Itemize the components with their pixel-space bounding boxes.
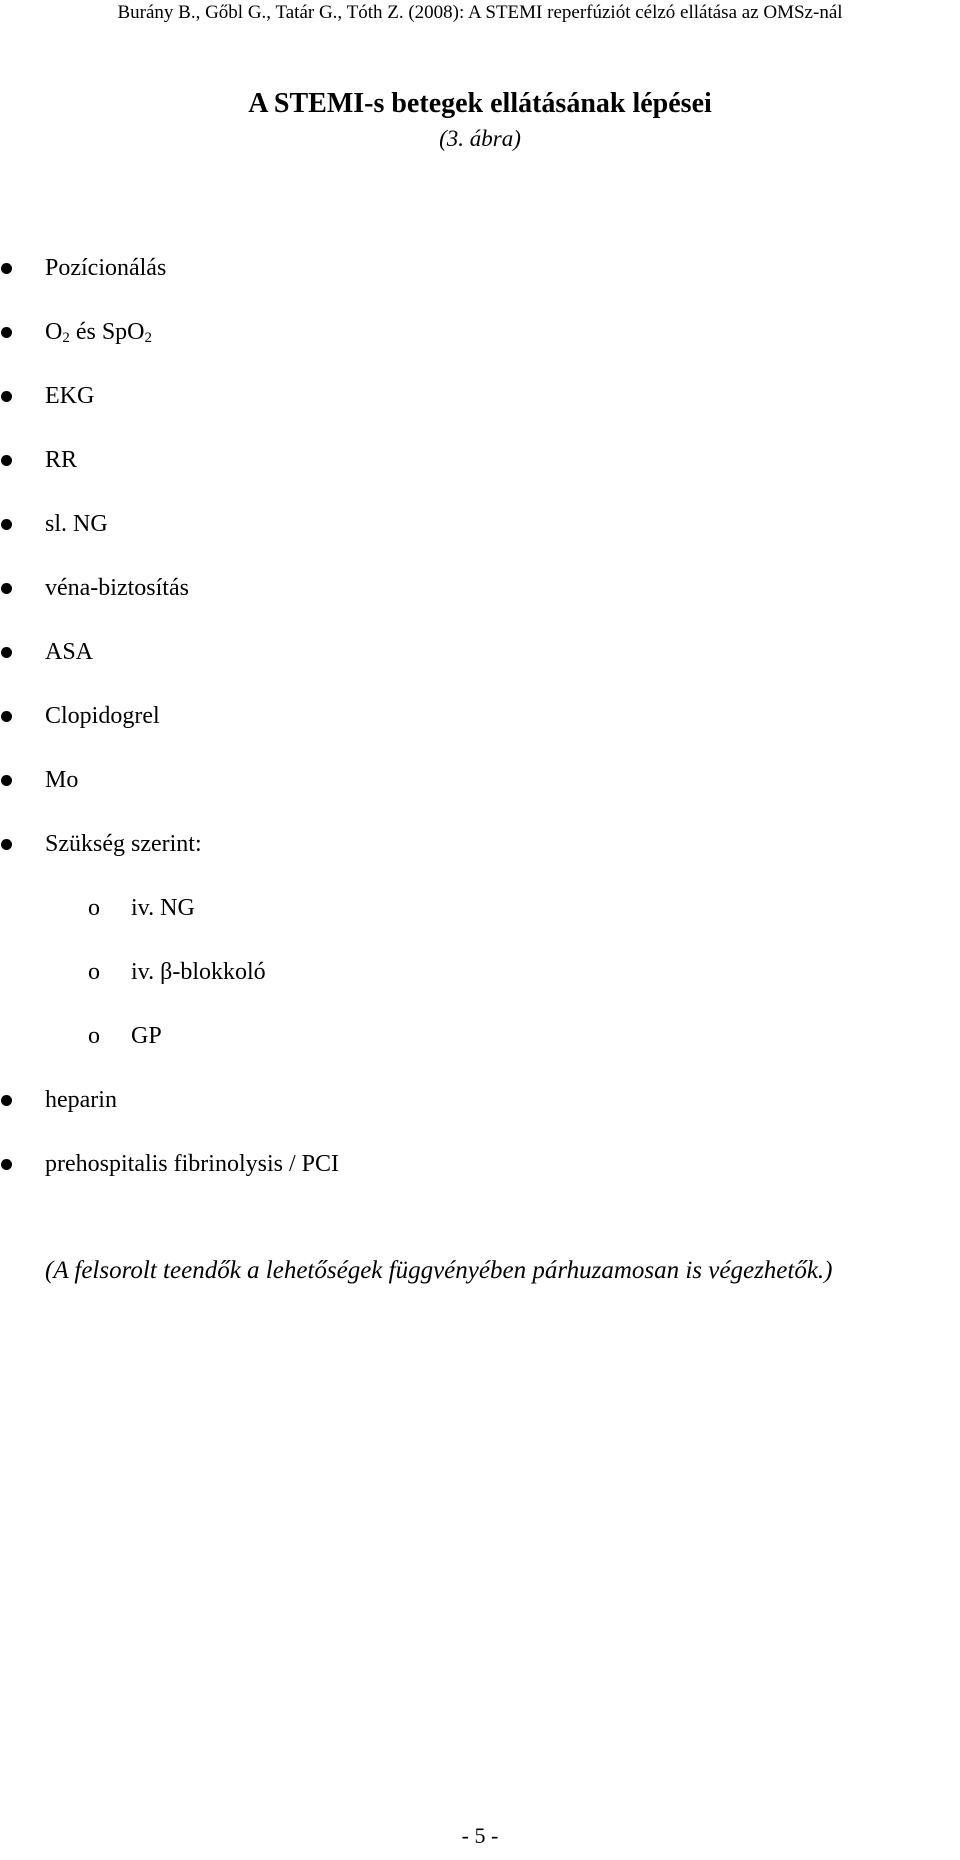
bullet-icon xyxy=(1,839,12,850)
sub-bullet-marker: o xyxy=(88,1023,100,1049)
list-item-text: ASA xyxy=(45,639,94,665)
oxygen-symbol: O xyxy=(45,319,63,345)
footnote-parallel-tasks: (A felsorolt teendők a lehetőségek függvényében párhuzamosan is végezhetők.) xyxy=(45,1257,833,1284)
bullet-icon xyxy=(1,583,12,594)
sub-list-item-text: iv. NG xyxy=(131,895,195,921)
list-item-text: Clopidogrel xyxy=(45,703,160,729)
bullet-icon xyxy=(1,455,12,466)
spo2-text: és SpO xyxy=(69,319,145,345)
sub-bullet-marker: o xyxy=(88,895,100,921)
page-title: A STEMI-s betegek ellátásának lépései xyxy=(248,88,712,119)
list-item-text: RR xyxy=(45,447,78,473)
figure-reference: (3. ábra) xyxy=(439,126,521,151)
bullet-icon xyxy=(1,1095,12,1106)
bullet-icon xyxy=(1,263,12,274)
list-item-text: EKG xyxy=(45,383,95,409)
sub-bullet-marker: o xyxy=(88,959,100,985)
bullet-icon xyxy=(1,775,12,786)
list-item-text: sl. NG xyxy=(45,511,108,537)
running-header: Burány B., Gőbl G., Tatár G., Tóth Z. (2008): A STEMI reperfúziót célzó ellátása az OMSz-nál xyxy=(117,2,843,23)
bullet-icon xyxy=(1,519,12,530)
bullet-icon xyxy=(1,647,12,658)
oxygen-subscript: 2 xyxy=(62,330,70,346)
list-item-text: véna-biztosítás xyxy=(45,575,189,601)
bullet-icon xyxy=(1,711,12,722)
sub-list-item-text: iv. β-blokkoló xyxy=(131,959,266,985)
list-item-text: heparin xyxy=(45,1087,117,1113)
spo2-subscript: 2 xyxy=(144,330,153,346)
list-item-text xyxy=(45,316,152,348)
bullet-icon xyxy=(1,391,12,402)
sub-list-item-text: GP xyxy=(131,1023,162,1049)
list-item-text: prehospitalis fibrinolysis / PCI xyxy=(45,1151,339,1177)
list-item-text: Mo xyxy=(45,767,79,793)
list-item-text: Szükség szerint: xyxy=(45,831,202,857)
page-number: - 5 - xyxy=(461,1823,499,1848)
bullet-icon xyxy=(1,1159,12,1170)
list-item-text: Pozícionálás xyxy=(45,255,167,281)
bullet-icon xyxy=(1,327,12,338)
